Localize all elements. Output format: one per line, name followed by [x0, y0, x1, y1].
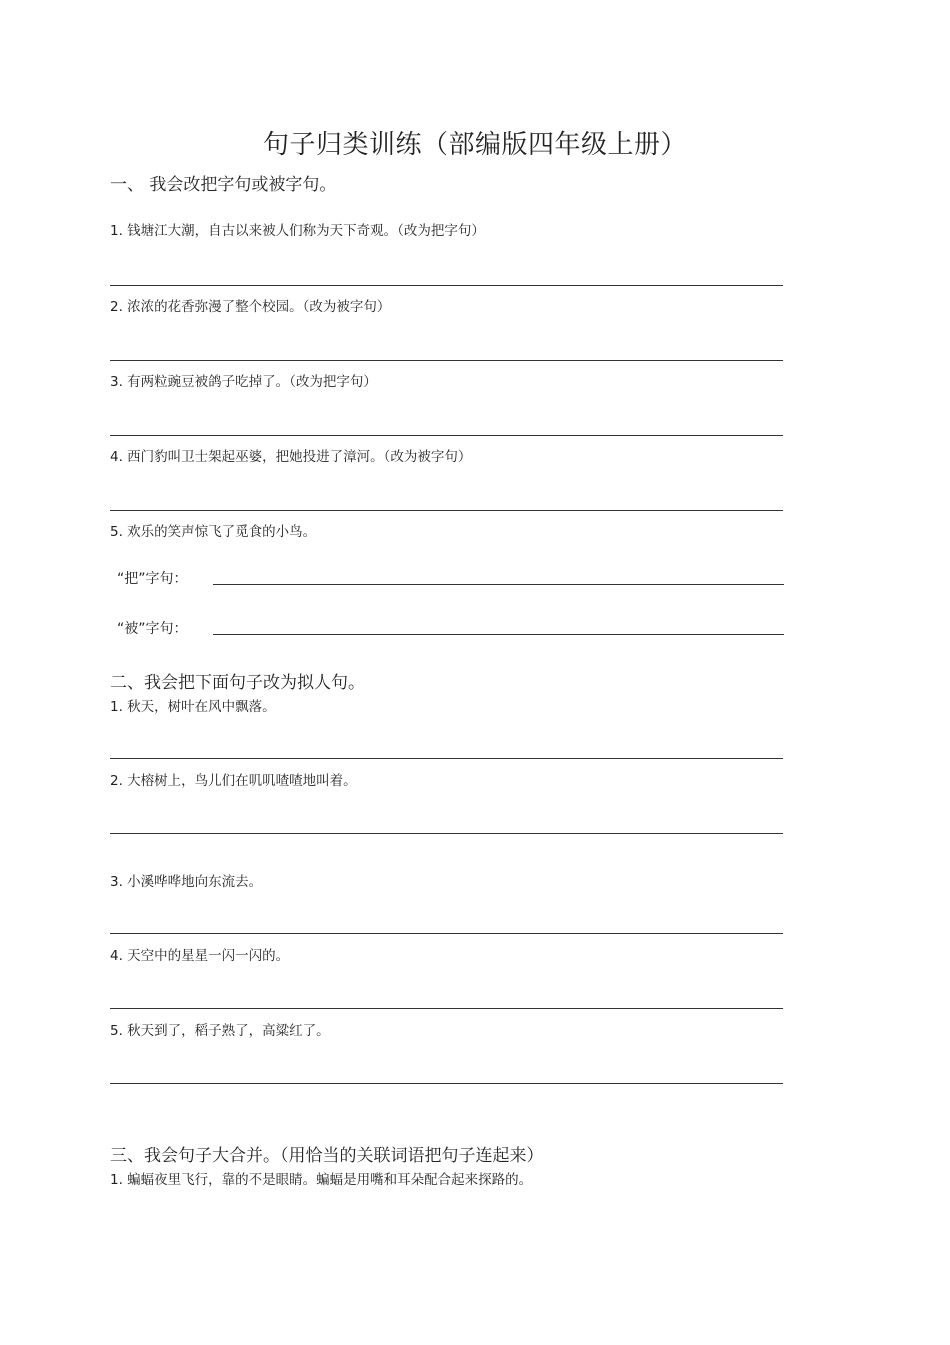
answer-line-2-2[interactable]: [110, 833, 783, 834]
section-1-question-3: 3. 有两粒豌豆被鸽子吃掉了。（改为把字句）: [110, 374, 377, 390]
ba-sentence-answer-line[interactable]: [213, 584, 784, 585]
answer-line-2-5[interactable]: [110, 1083, 783, 1084]
section-2-question-3: 3. 小溪哗哗地向东流去。: [110, 874, 263, 890]
answer-line-2-4[interactable]: [110, 1008, 783, 1009]
section-1-question-5: 5. 欢乐的笑声惊飞了觅食的小鸟。: [110, 524, 317, 540]
ba-sentence-label: “把”字句：: [117, 571, 188, 587]
bei-sentence-label: “被”字句：: [117, 621, 188, 637]
section-2-question-2: 2. 大榕树上，鸟儿们在叽叽喳喳地叫着。: [110, 773, 357, 789]
section-2-question-1: 1. 秋天，树叶在风中飘落。: [110, 699, 276, 715]
section-3-heading: 三、我会句子大合并。（用恰当的关联词语把句子连起来）: [110, 1146, 544, 1166]
section-1-heading: 一、 我会改把字句或被字句。: [110, 175, 337, 195]
answer-line-1-2[interactable]: [110, 360, 783, 361]
answer-line-1-1[interactable]: [110, 285, 783, 286]
answer-line-2-3[interactable]: [110, 933, 783, 934]
bei-sentence-answer-line[interactable]: [213, 634, 784, 635]
section-1-question-1: 1. 钱塘江大潮，自古以来被人们称为天下奇观。（改为把字句）: [110, 223, 485, 239]
answer-line-2-1[interactable]: [110, 758, 783, 759]
section-1-question-2: 2. 浓浓的花香弥漫了整个校园。（改为被字句）: [110, 299, 391, 315]
section-2-heading: 二、我会把下面句子改为拟人句。: [110, 673, 365, 693]
section-1-question-4: 4. 西门豹叫卫士架起巫婆，把她投进了漳河。（改为被字句）: [110, 449, 472, 465]
answer-line-1-3[interactable]: [110, 435, 783, 436]
page-title: 句子归类训练（部编版四年级上册）: [262, 130, 687, 160]
section-2-question-4: 4. 天空中的星星一闪一闪的。: [110, 948, 290, 964]
section-3-question-1: 1. 蝙蝠夜里飞行，靠的不是眼睛。蝙蝠是用嘴和耳朵配合起来探路的。: [110, 1172, 533, 1188]
section-2-question-5: 5. 秋天到了，稻子熟了，高粱红了。: [110, 1023, 330, 1039]
answer-line-1-4[interactable]: [110, 510, 783, 511]
